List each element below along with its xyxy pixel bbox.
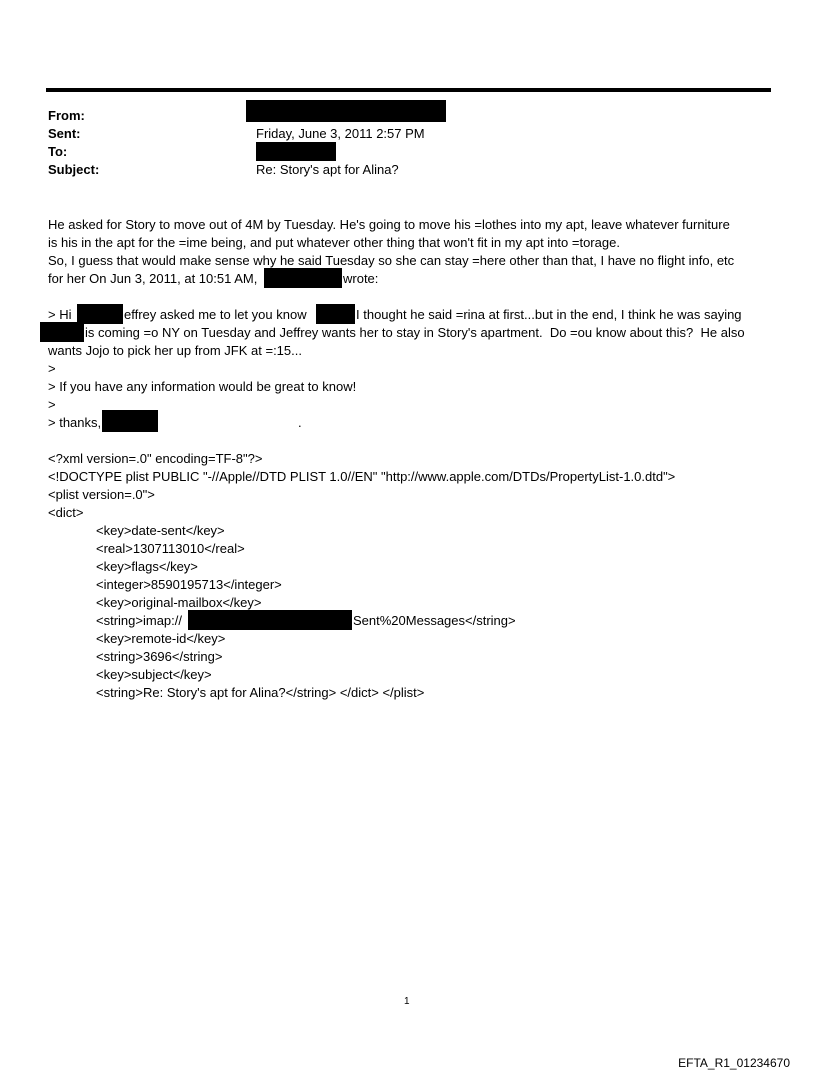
body-line-2: is his in the apt for the =ime being, and put whatever other thing that won't fit in my apt into =torage.	[48, 235, 620, 250]
body-line-3: So, I guess that would make sense why he said Tuesday so she can stay =here other than that, I have no flight info, etc	[48, 253, 735, 268]
quote-redaction-2	[316, 304, 355, 324]
plist-line-10a: <string>imap://	[96, 613, 182, 628]
quote-line-7a: > thanks,	[48, 415, 102, 430]
to-redaction	[256, 142, 336, 161]
mailbox-redaction	[188, 610, 352, 630]
quote-redaction-1	[77, 304, 123, 324]
page-number: 1	[404, 996, 410, 1007]
plist-line-3: <plist version=.0">	[48, 487, 155, 502]
quote-line-6: >	[48, 397, 56, 412]
from-label: From:	[48, 108, 85, 123]
quote-line-4: >	[48, 361, 56, 376]
quote-line-7b: .	[298, 415, 302, 430]
plist-line-11: <key>remote-id</key>	[96, 631, 226, 646]
body-line-1: He asked for Story to move out of 4M by Tuesday. He's going to move his =lothes into my apt, leave whatever furniture	[48, 217, 730, 232]
to-label: To:	[48, 144, 68, 159]
quote-line-1a: > Hi	[48, 307, 72, 322]
quote-redaction-3	[40, 322, 84, 342]
body-line-4a: for her On Jun 3, 2011, at 10:51 AM,	[48, 271, 258, 286]
quote-redaction-4	[102, 410, 158, 432]
plist-line-12: <string>3696</string>	[96, 649, 223, 664]
plist-line-4: <dict>	[48, 505, 84, 520]
body-line-4b: wrote:	[343, 271, 379, 286]
plist-line-8: <integer>8590195713</integer>	[96, 577, 282, 592]
bates-number: EFTA_R1_01234670	[678, 1056, 790, 1070]
plist-line-6: <real>1307113010</real>	[96, 541, 245, 556]
header-rule	[46, 88, 771, 92]
plist-line-2: <!DOCTYPE plist PUBLIC "-//Apple//DTD PLIST 1.0//EN" "http://www.apple.com/DTDs/PropertyList-1.0.dtd">	[48, 469, 676, 484]
from-redaction	[246, 100, 446, 122]
quote-line-2: is coming =o NY on Tuesday and Jeffrey wants her to stay in Story's apartment. Do =ou know about this? He also	[85, 325, 745, 340]
plist-line-9: <key>original-mailbox</key>	[96, 595, 262, 610]
quote-line-1c: I thought he said =rina at first...but in the end, I think he was saying	[356, 307, 742, 322]
plist-line-10b: Sent%20Messages</string>	[353, 613, 516, 628]
quote-line-5: > If you have any information would be great to know!	[48, 379, 357, 394]
plist-line-1: <?xml version=.0" encoding=TF-8"?>	[48, 451, 263, 466]
quote-line-3: wants Jojo to pick her up from JFK at =:15...	[48, 343, 302, 358]
plist-line-7: <key>flags</key>	[96, 559, 198, 574]
subject-label: Subject:	[48, 162, 100, 177]
sent-label: Sent:	[48, 126, 81, 141]
sent-value: Friday, June 3, 2011 2:57 PM	[256, 126, 425, 141]
subject-value: Re: Story's apt for Alina?	[256, 162, 399, 177]
plist-line-13: <key>subject</key>	[96, 667, 212, 682]
plist-line-14: <string>Re: Story's apt for Alina?</string> </dict> </plist>	[96, 685, 425, 700]
quote-line-1b: effrey asked me to let you know	[124, 307, 307, 322]
plist-line-5: <key>date-sent</key>	[96, 523, 225, 538]
sender-redaction	[264, 268, 342, 288]
